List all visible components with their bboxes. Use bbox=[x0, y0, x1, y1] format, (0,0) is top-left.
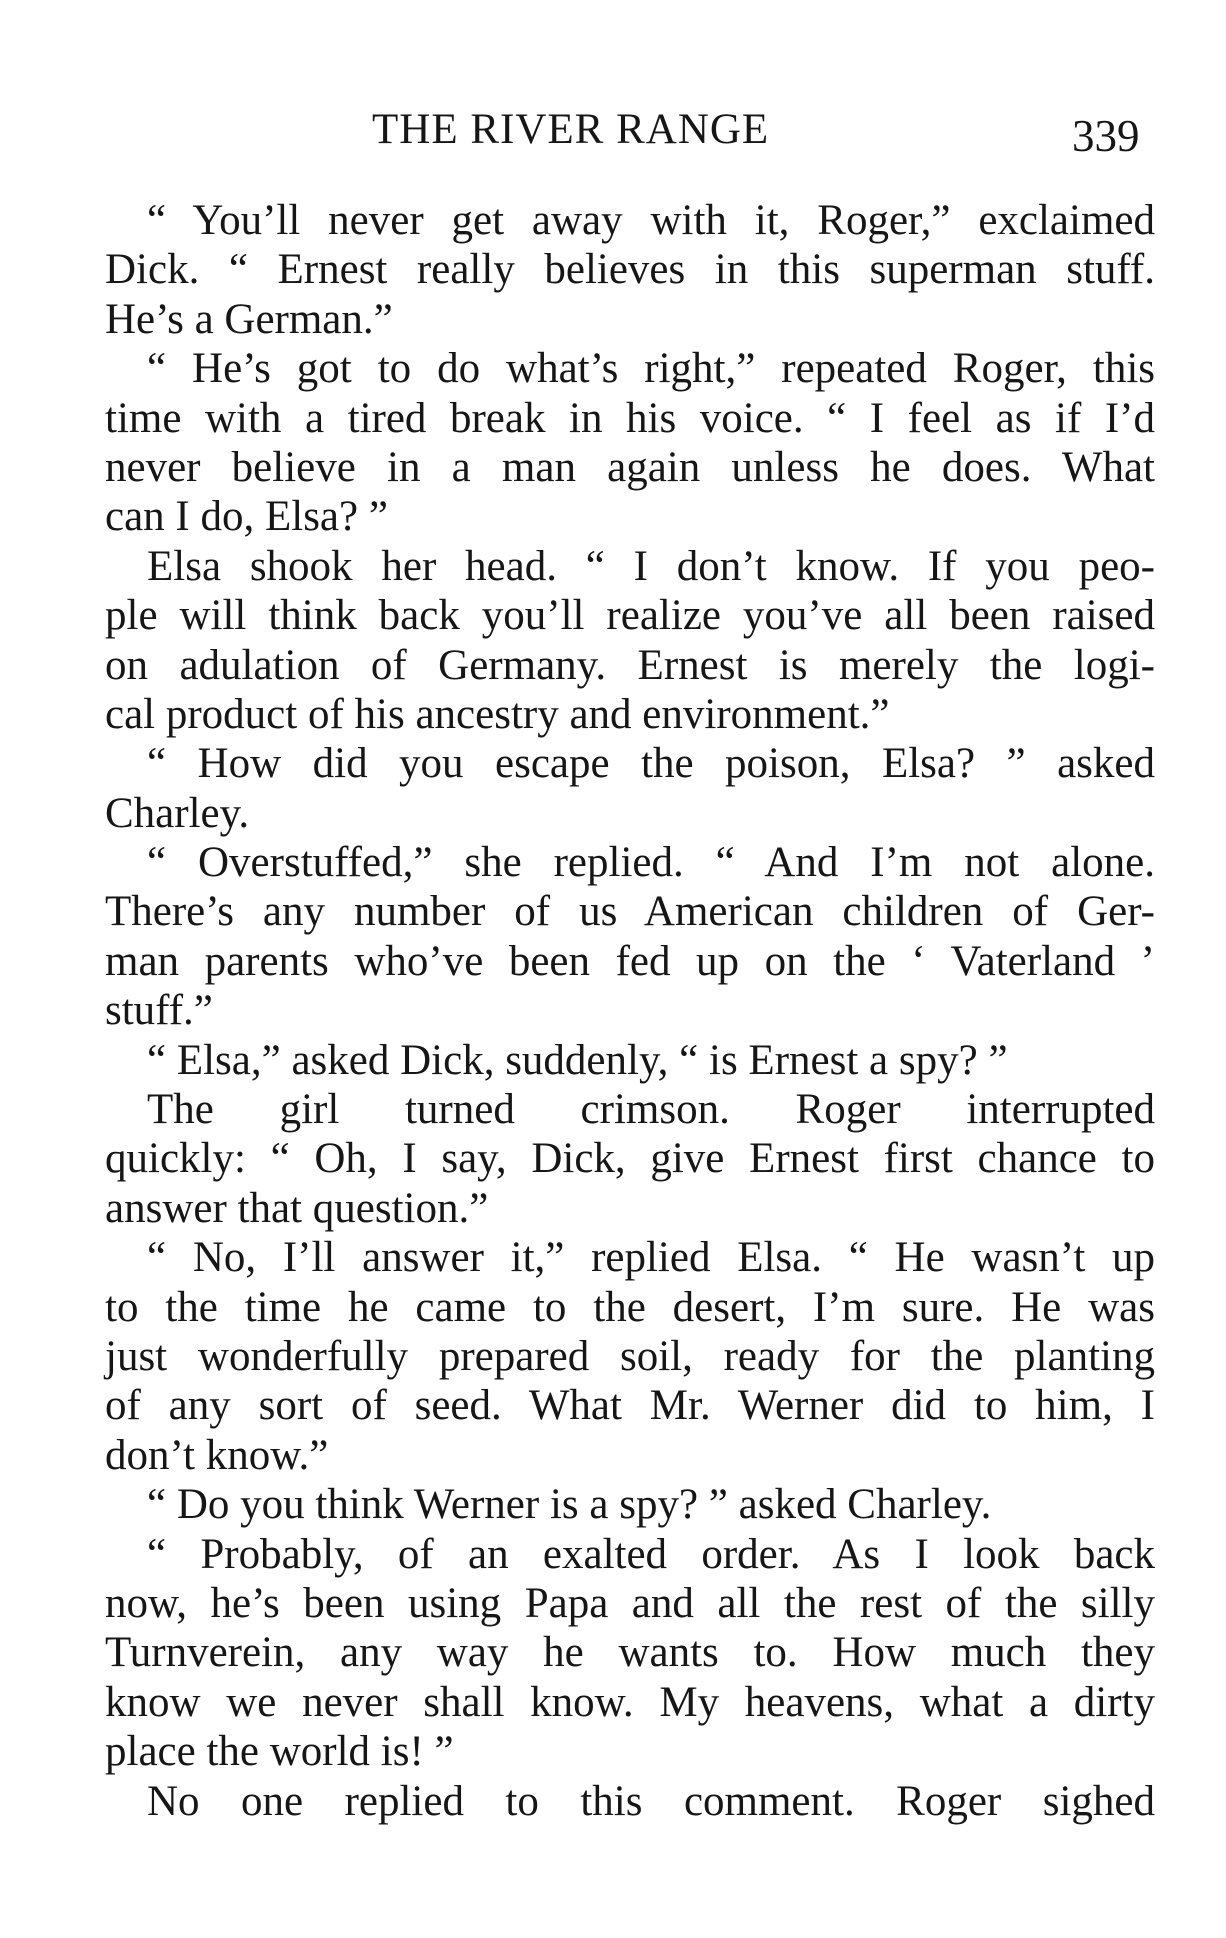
text-line: Charley. bbox=[105, 789, 250, 837]
running-head bbox=[0, 100, 1226, 160]
text-line: cal product of his ancestry and environment.” bbox=[105, 690, 890, 738]
text-line: He’s a German.” bbox=[105, 295, 393, 343]
text-line: The girl turned crimson. Roger interrupted bbox=[147, 1086, 1155, 1134]
text-line: place the world is! ” bbox=[105, 1728, 454, 1776]
text-line: Turnverein, any way he wants to. How much they bbox=[105, 1629, 1155, 1677]
text-line: know we never shall know. My heavens, what a dirty bbox=[105, 1678, 1155, 1726]
text-line: never believe in a man again unless he does. What bbox=[105, 443, 1155, 491]
text-line: “ Overstuffed,” she replied. “ And I’m not alone. bbox=[147, 839, 1155, 887]
text-line: Dick. “ Ernest really believes in this superman stuff. bbox=[105, 246, 1155, 294]
text-line: on adulation of Germany. Ernest is merely the logi- bbox=[105, 641, 1155, 689]
text-line: There’s any number of us American children of Ger- bbox=[105, 888, 1155, 936]
text-line: Elsa shook her head. “ I don’t know. If you peo- bbox=[147, 542, 1155, 590]
text-line: quickly: “ Oh, I say, Dick, give Ernest first chance to bbox=[105, 1135, 1155, 1183]
text-line: answer that question.” bbox=[105, 1184, 489, 1232]
text-line: No one replied to this comment. Roger sighed bbox=[147, 1777, 1155, 1825]
text-line: don’t know.” bbox=[105, 1431, 329, 1479]
text-line: “ Do you think Werner is a spy? ” asked Charley. bbox=[147, 1481, 992, 1529]
running-title: THE RIVER RANGE bbox=[372, 106, 770, 153]
text-line: just wonderfully prepared soil, ready for the planting bbox=[105, 1332, 1155, 1380]
text-line: time with a tired break in his voice. “ I feel as if I’d bbox=[105, 394, 1155, 442]
text-line: “ Elsa,” asked Dick, suddenly, “ is Ernest a spy? ” bbox=[147, 1036, 1008, 1084]
text-line: “ Probably, of an exalted order. As I look back bbox=[147, 1530, 1155, 1578]
text-line: “ He’s got to do what’s right,” repeated Roger, this bbox=[147, 345, 1155, 393]
text-line: of any sort of seed. What Mr. Werner did to him, I bbox=[105, 1382, 1155, 1430]
text-line: ple will think back you’ll realize you’ve all been raised bbox=[105, 592, 1155, 640]
text-line: “ No, I’ll answer it,” replied Elsa. “ He wasn’t up bbox=[147, 1234, 1155, 1282]
text-line: “ How did you escape the poison, Elsa? ” asked bbox=[147, 740, 1155, 788]
body-text bbox=[105, 196, 1155, 1826]
text-line: now, he’s been using Papa and all the rest of the silly bbox=[105, 1579, 1155, 1627]
text-line: “ You’ll never get away with it, Roger,” exclaimed bbox=[147, 197, 1155, 244]
text-line: man parents who’ve been fed up on the ‘ Vaterland ’ bbox=[105, 937, 1155, 985]
text-line: to the time he came to the desert, I’m sure. He was bbox=[105, 1283, 1155, 1331]
page-number: 339 bbox=[1072, 111, 1140, 161]
text-line: can I do, Elsa? ” bbox=[105, 493, 388, 541]
text-line: stuff.” bbox=[105, 987, 213, 1035]
